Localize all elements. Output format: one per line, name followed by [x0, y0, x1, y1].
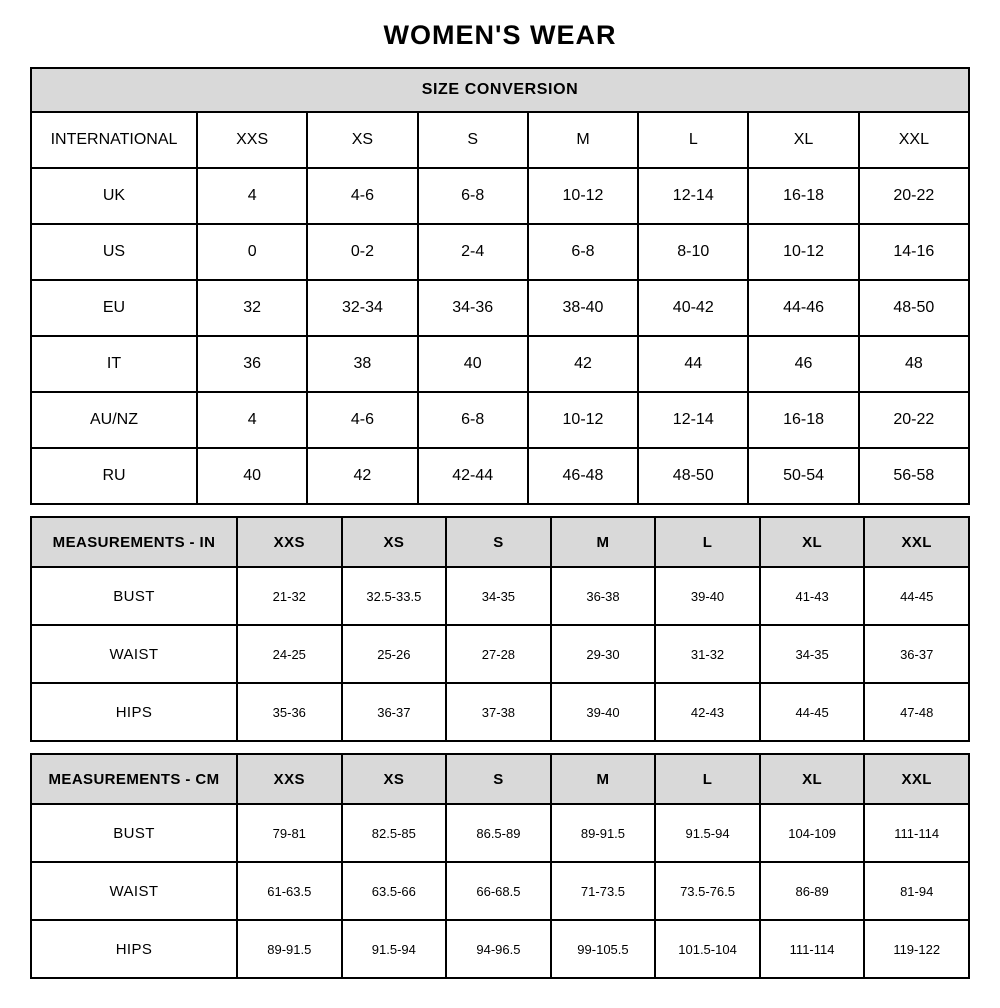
column-header: S [418, 112, 528, 168]
table-cell: 34-35 [446, 567, 551, 625]
table-cell: 40-42 [638, 280, 748, 336]
column-header: XS [342, 754, 447, 804]
table-cell: 42 [528, 336, 638, 392]
table-cell: 6-8 [418, 392, 528, 448]
table-cell: 0-2 [307, 224, 417, 280]
table-cell: 35-36 [237, 683, 342, 741]
column-header: XXL [864, 754, 969, 804]
corner-header: MEASUREMENTS - IN [31, 517, 237, 567]
table-cell: 101.5-104 [655, 920, 760, 978]
row-header: EU [31, 280, 197, 336]
table-cell: 10-12 [528, 168, 638, 224]
table-cell: 48-50 [638, 448, 748, 504]
table-cell: 89-91.5 [237, 920, 342, 978]
table-cell: 61-63.5 [237, 862, 342, 920]
table-cell: 6-8 [528, 224, 638, 280]
table-cell: 4 [197, 168, 307, 224]
table-row [31, 336, 969, 392]
table-cell: 10-12 [528, 392, 638, 448]
table-row [31, 392, 969, 448]
column-header: XS [307, 112, 417, 168]
row-header: BUST [31, 804, 237, 862]
row-header: HIPS [31, 683, 237, 741]
table-cell: 42-43 [655, 683, 760, 741]
measurements-in-table [30, 516, 970, 742]
size-conversion-table [30, 67, 970, 505]
table-cell: 4-6 [307, 168, 417, 224]
table-cell: 73.5-76.5 [655, 862, 760, 920]
table-cell: 56-58 [859, 448, 969, 504]
table-cell: 48-50 [859, 280, 969, 336]
row-header: RU [31, 448, 197, 504]
column-header: XL [760, 754, 865, 804]
column-header: XL [748, 112, 858, 168]
table-cell: 79-81 [237, 804, 342, 862]
page-title: WOMEN'S WEAR [383, 20, 617, 50]
table-row [31, 683, 969, 741]
table-cell: 12-14 [638, 168, 748, 224]
row-header: WAIST [31, 625, 237, 683]
table-cell: 86-89 [760, 862, 865, 920]
table-cell: 24-25 [237, 625, 342, 683]
row-header: AU/NZ [31, 392, 197, 448]
row-header: WAIST [31, 862, 237, 920]
column-header: L [655, 754, 760, 804]
column-header: XXL [859, 112, 969, 168]
table-row [31, 625, 969, 683]
column-header: L [638, 112, 748, 168]
table-row [31, 224, 969, 280]
table-cell: 20-22 [859, 168, 969, 224]
table-cell: 44 [638, 336, 748, 392]
table-cell: 36-37 [864, 625, 969, 683]
table-cell: 37-38 [446, 683, 551, 741]
row-header: US [31, 224, 197, 280]
table-cell: 16-18 [748, 392, 858, 448]
table-cell: 6-8 [418, 168, 528, 224]
table-cell: 104-109 [760, 804, 865, 862]
table-cell: 42-44 [418, 448, 528, 504]
table-title: SIZE CONVERSION [31, 68, 969, 112]
table-cell: 38 [307, 336, 417, 392]
table-row [31, 862, 969, 920]
table-cell: 47-48 [864, 683, 969, 741]
column-header: XS [342, 517, 447, 567]
table-cell: 42 [307, 448, 417, 504]
table-cell: 36 [197, 336, 307, 392]
table-cell: 39-40 [551, 683, 656, 741]
table-cell: 46 [748, 336, 858, 392]
table-cell: 48 [859, 336, 969, 392]
table-cell: 94-96.5 [446, 920, 551, 978]
header-row [31, 517, 969, 567]
table-cell: 44-45 [864, 567, 969, 625]
column-header: M [551, 754, 656, 804]
table-cell: 99-105.5 [551, 920, 656, 978]
table-cell: 39-40 [655, 567, 760, 625]
table-cell: 63.5-66 [342, 862, 447, 920]
table-cell: 50-54 [748, 448, 858, 504]
column-header: S [446, 517, 551, 567]
table-row [31, 804, 969, 862]
table-title-row [31, 68, 969, 112]
table-cell: 12-14 [638, 392, 748, 448]
column-header: XXS [237, 754, 342, 804]
table-cell: 119-122 [864, 920, 969, 978]
table-cell: 4 [197, 392, 307, 448]
header-row [31, 754, 969, 804]
column-header: XXL [864, 517, 969, 567]
table-cell: 66-68.5 [446, 862, 551, 920]
table-cell: 82.5-85 [342, 804, 447, 862]
measurements-cm-table [30, 753, 970, 979]
table-cell: 91.5-94 [342, 920, 447, 978]
table-cell: 36-37 [342, 683, 447, 741]
column-header: XL [760, 517, 865, 567]
table-cell: 81-94 [864, 862, 969, 920]
table-cell: 44-45 [760, 683, 865, 741]
table-cell: 8-10 [638, 224, 748, 280]
table-cell: 27-28 [446, 625, 551, 683]
table-cell: 21-32 [237, 567, 342, 625]
column-header: S [446, 754, 551, 804]
table-cell: 2-4 [418, 224, 528, 280]
table-cell: 31-32 [655, 625, 760, 683]
table-cell: 14-16 [859, 224, 969, 280]
table-cell: 40 [418, 336, 528, 392]
table-cell: 91.5-94 [655, 804, 760, 862]
row-header: UK [31, 168, 197, 224]
column-header: L [655, 517, 760, 567]
table-row [31, 280, 969, 336]
table-cell: 34-35 [760, 625, 865, 683]
table-cell: 41-43 [760, 567, 865, 625]
header-row [31, 112, 969, 168]
table-cell: 111-114 [760, 920, 865, 978]
table-cell: 10-12 [748, 224, 858, 280]
table-cell: 86.5-89 [446, 804, 551, 862]
column-header: M [528, 112, 638, 168]
table-cell: 46-48 [528, 448, 638, 504]
table-cell: 16-18 [748, 168, 858, 224]
corner-header: MEASUREMENTS - CM [31, 754, 237, 804]
table-cell: 4-6 [307, 392, 417, 448]
table-cell: 38-40 [528, 280, 638, 336]
table-cell: 29-30 [551, 625, 656, 683]
table-row [31, 920, 969, 978]
row-header: HIPS [31, 920, 237, 978]
row-header: BUST [31, 567, 237, 625]
table-cell: 0 [197, 224, 307, 280]
table-cell: 32-34 [307, 280, 417, 336]
corner-header: INTERNATIONAL [31, 112, 197, 168]
table-cell: 20-22 [859, 392, 969, 448]
table-cell: 44-46 [748, 280, 858, 336]
column-header: M [551, 517, 656, 567]
column-header: XXS [237, 517, 342, 567]
table-cell: 89-91.5 [551, 804, 656, 862]
table-row [31, 448, 969, 504]
table-cell: 34-36 [418, 280, 528, 336]
table-cell: 71-73.5 [551, 862, 656, 920]
table-cell: 25-26 [342, 625, 447, 683]
table-cell: 36-38 [551, 567, 656, 625]
column-header: XXS [197, 112, 307, 168]
table-cell: 32 [197, 280, 307, 336]
table-cell: 111-114 [864, 804, 969, 862]
table-cell: 40 [197, 448, 307, 504]
table-cell: 32.5-33.5 [342, 567, 447, 625]
table-row [31, 168, 969, 224]
row-header: IT [31, 336, 197, 392]
table-row [31, 567, 969, 625]
